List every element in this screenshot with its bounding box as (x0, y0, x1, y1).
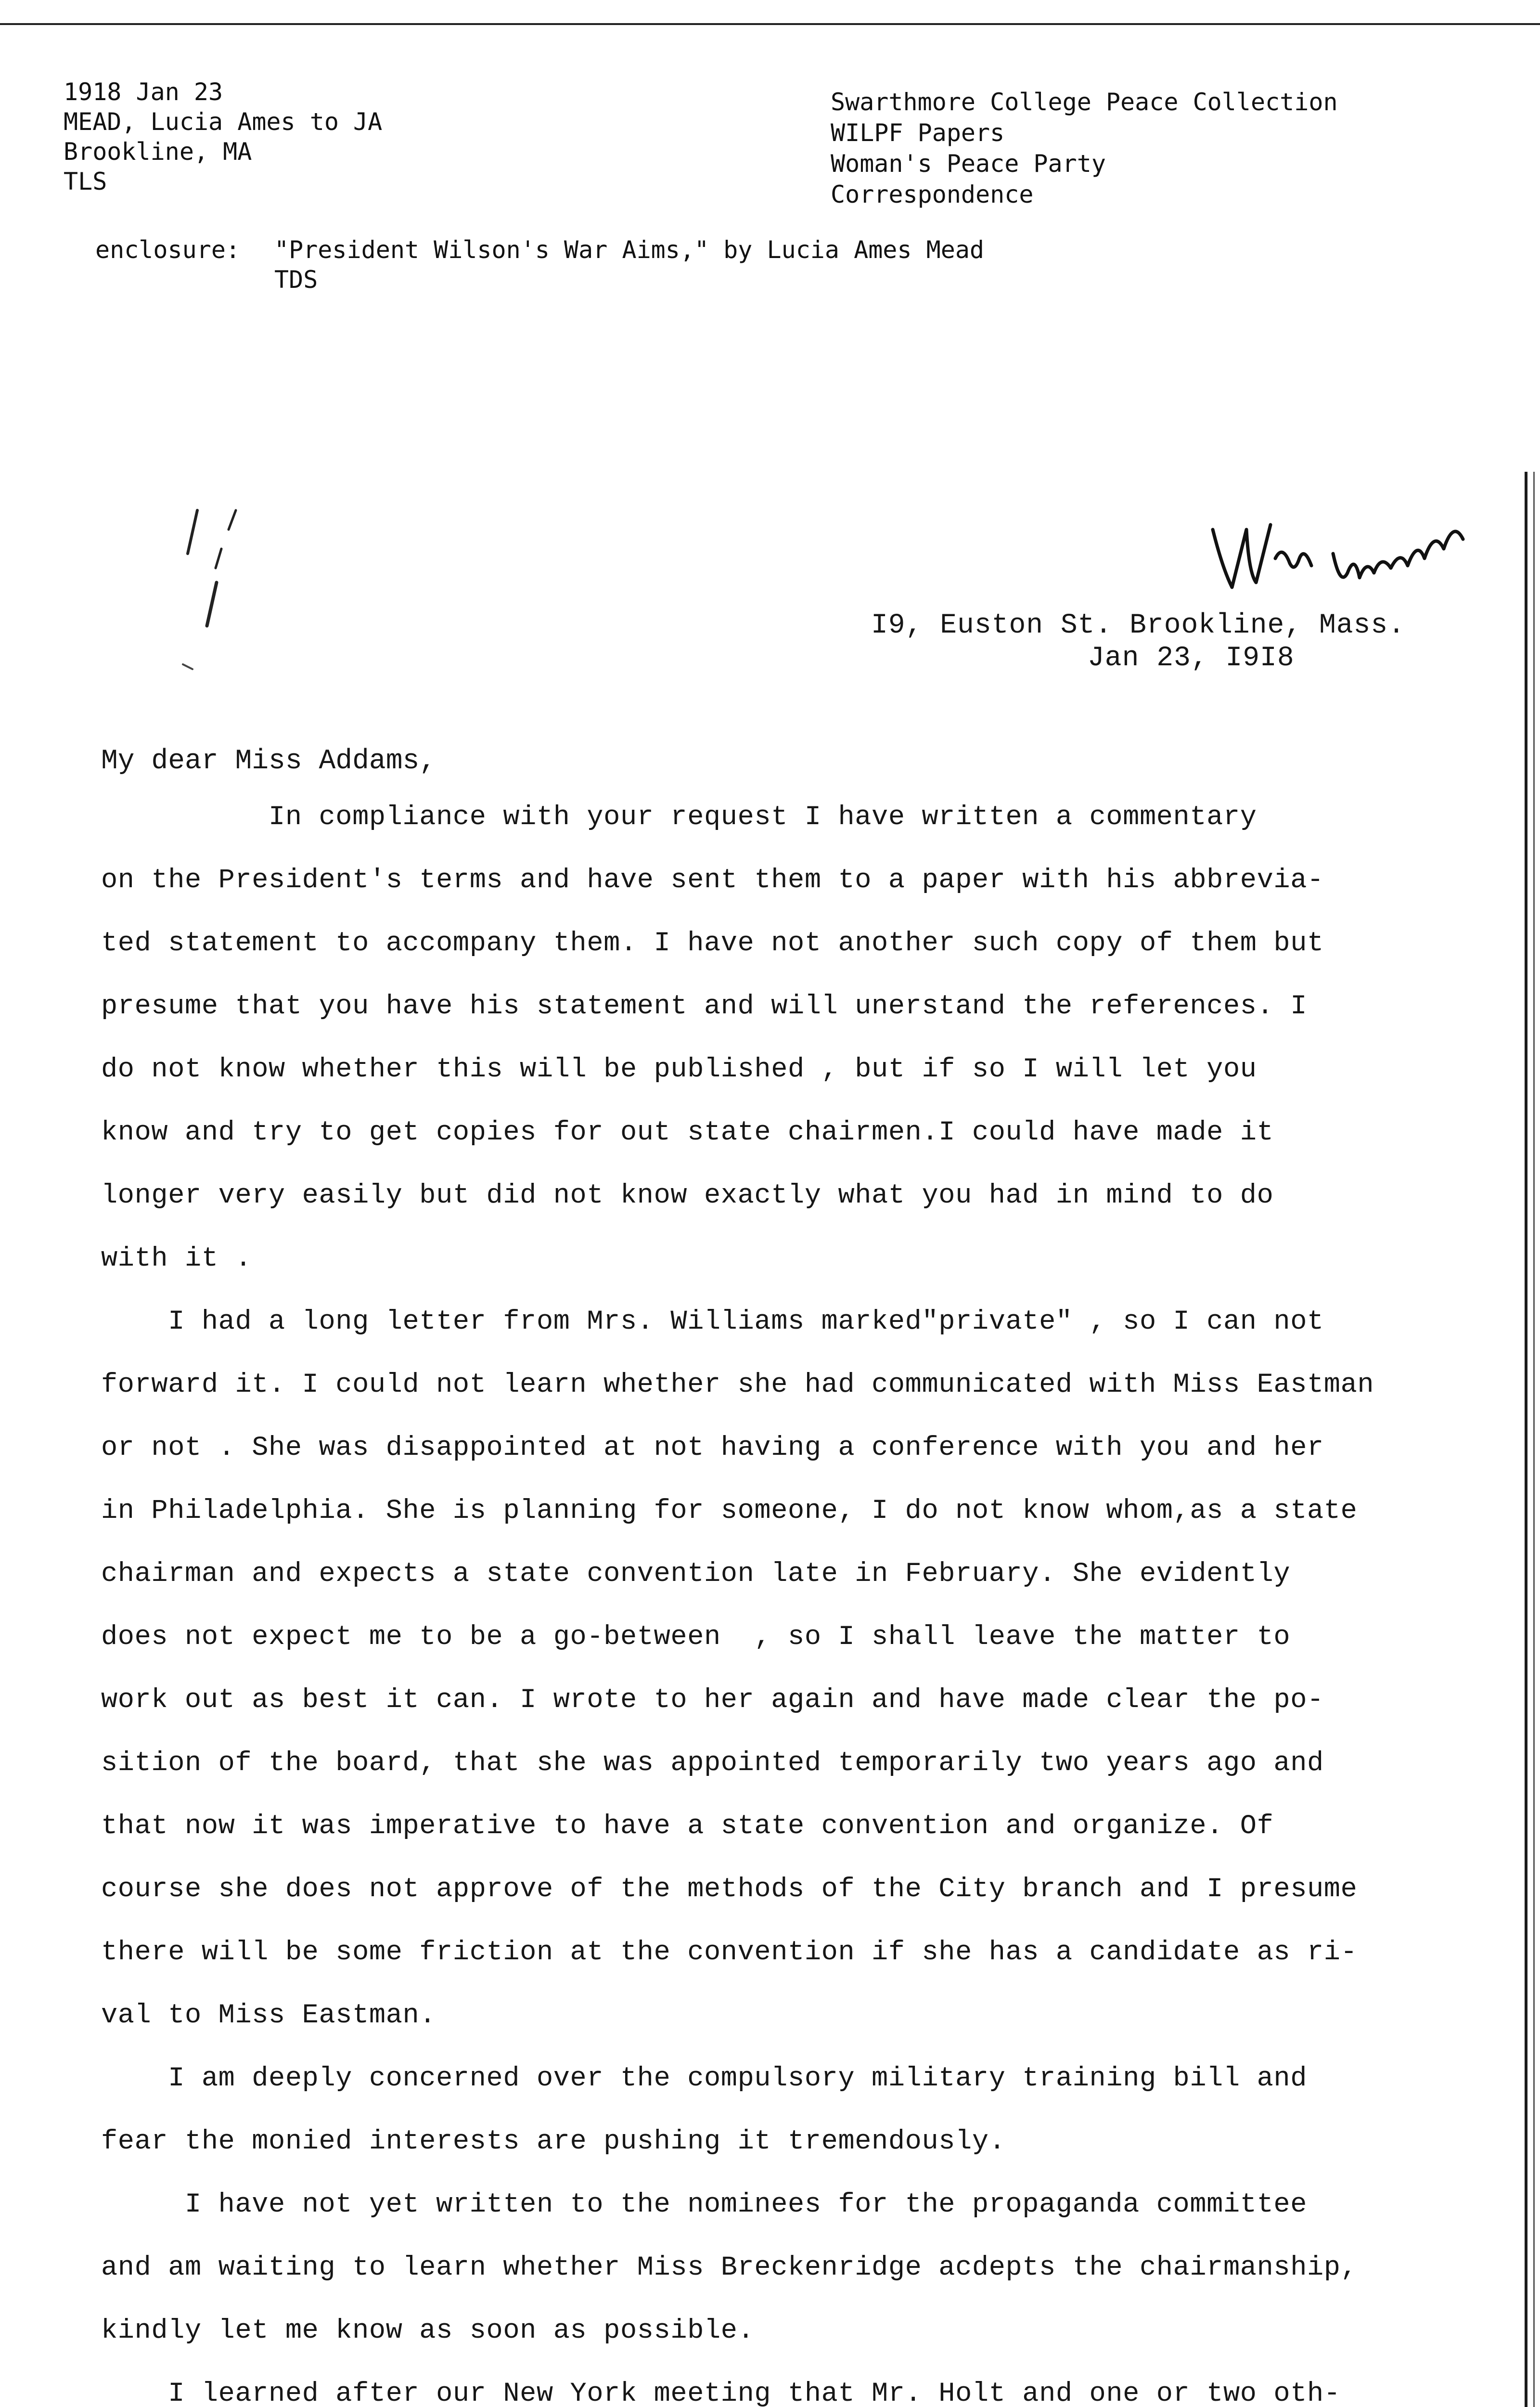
body-line: or not . She was disappointed at not having a conference with you and her (101, 1433, 1324, 1463)
body-line: presume that you have his statement and will unerstand the references. I (101, 991, 1307, 1022)
body-line: in Philadelphia. She is planning for someone, I do not know whom,as a state (101, 1496, 1358, 1527)
body-line: does not expect me to be a go-between , so I shall leave the matter to (101, 1622, 1291, 1653)
archive-header-left (64, 77, 382, 196)
body-line: sition of the board, that she was appointed temporarily two years ago and (101, 1748, 1324, 1779)
scan-edge-top (0, 23, 1540, 25)
archive-series: Woman's Peace Party (831, 150, 1106, 178)
body-line: know and try to get copies for out state chairmen.I could have made it (101, 1117, 1274, 1148)
archive-correspondent: MEAD, Lucia Ames to JA (64, 108, 383, 136)
body-line: there will be some friction at the convention if she has a candidate as ri- (101, 1937, 1358, 1968)
body-line: fear the monied interests are pushing it tremendously. (101, 2126, 1006, 2157)
letter-body (101, 802, 1497, 2407)
margin-pencil-marks (135, 501, 279, 684)
archive-subseries: Correspondence (831, 181, 1034, 208)
scan-edge-right (1525, 472, 1527, 2407)
body-line: I learned after our New York meeting that Mr. Holt and one or two oth- (101, 2379, 1341, 2407)
handwritten-annotation-mead (1203, 501, 1473, 607)
archive-papers: WILPF Papers (831, 119, 1005, 147)
archive-collection: Swarthmore College Peace Collection (831, 88, 1338, 116)
archive-doc-type: TLS (64, 168, 107, 195)
body-line: val to Miss Eastman. (101, 2000, 436, 2031)
scan-edge-right-shadow (1533, 472, 1535, 2407)
archive-place: Brookline, MA (64, 138, 252, 166)
body-line: kindly let me know as soon as possible. (101, 2316, 755, 2346)
enclosure-title: "President Wilson's War Aims," by Lucia Ames Mead (274, 236, 985, 264)
enclosure-type: TDS (274, 266, 318, 294)
body-line: I am deeply concerned over the compulsory military training bill and (101, 2063, 1307, 2094)
body-line: forward it. I could not learn whether she had communicated with Miss Eastman (101, 1370, 1374, 1400)
sender-address: I9, Euston St. Brookline, Mass. (871, 610, 1405, 641)
archive-header-right (831, 87, 1338, 210)
body-line: chairman and expects a state convention late in February. She evidently (101, 1559, 1291, 1590)
body-line: I have not yet written to the nominees for the propaganda committee (101, 2189, 1307, 2220)
body-line: and am waiting to learn whether Miss Breckenridge acdepts the chairmanship, (101, 2252, 1358, 2283)
enclosure-note (95, 235, 984, 295)
body-line: course she does not approve of the methods of the City branch and I presume (101, 1874, 1358, 1905)
body-line: In compliance with your request I have written a commentary (101, 802, 1257, 833)
body-line: with it . (101, 1243, 252, 1274)
body-line: work out as best it can. I wrote to her again and have made clear the po- (101, 1685, 1324, 1716)
body-line: on the President's terms and have sent them to a paper with his abbrevia- (101, 865, 1324, 896)
archive-date: 1918 Jan 23 (64, 78, 223, 106)
salutation: My dear Miss Addams, (101, 746, 436, 777)
body-line: I had a long letter from Mrs. Williams marked"private" , so I can not (101, 1307, 1324, 1337)
body-line: that now it was imperative to have a state convention and organize. Of (101, 1811, 1274, 1842)
letter-date: Jan 23, I9I8 (1088, 643, 1295, 674)
body-line: longer very easily but did not know exactly what you had in mind to do (101, 1180, 1274, 1211)
enclosure-label: enclosure: (95, 236, 241, 264)
body-line: do not know whether this will be published , but if so I will let you (101, 1054, 1257, 1085)
body-line: ted statement to accompany them. I have not another such copy of them but (101, 928, 1324, 959)
